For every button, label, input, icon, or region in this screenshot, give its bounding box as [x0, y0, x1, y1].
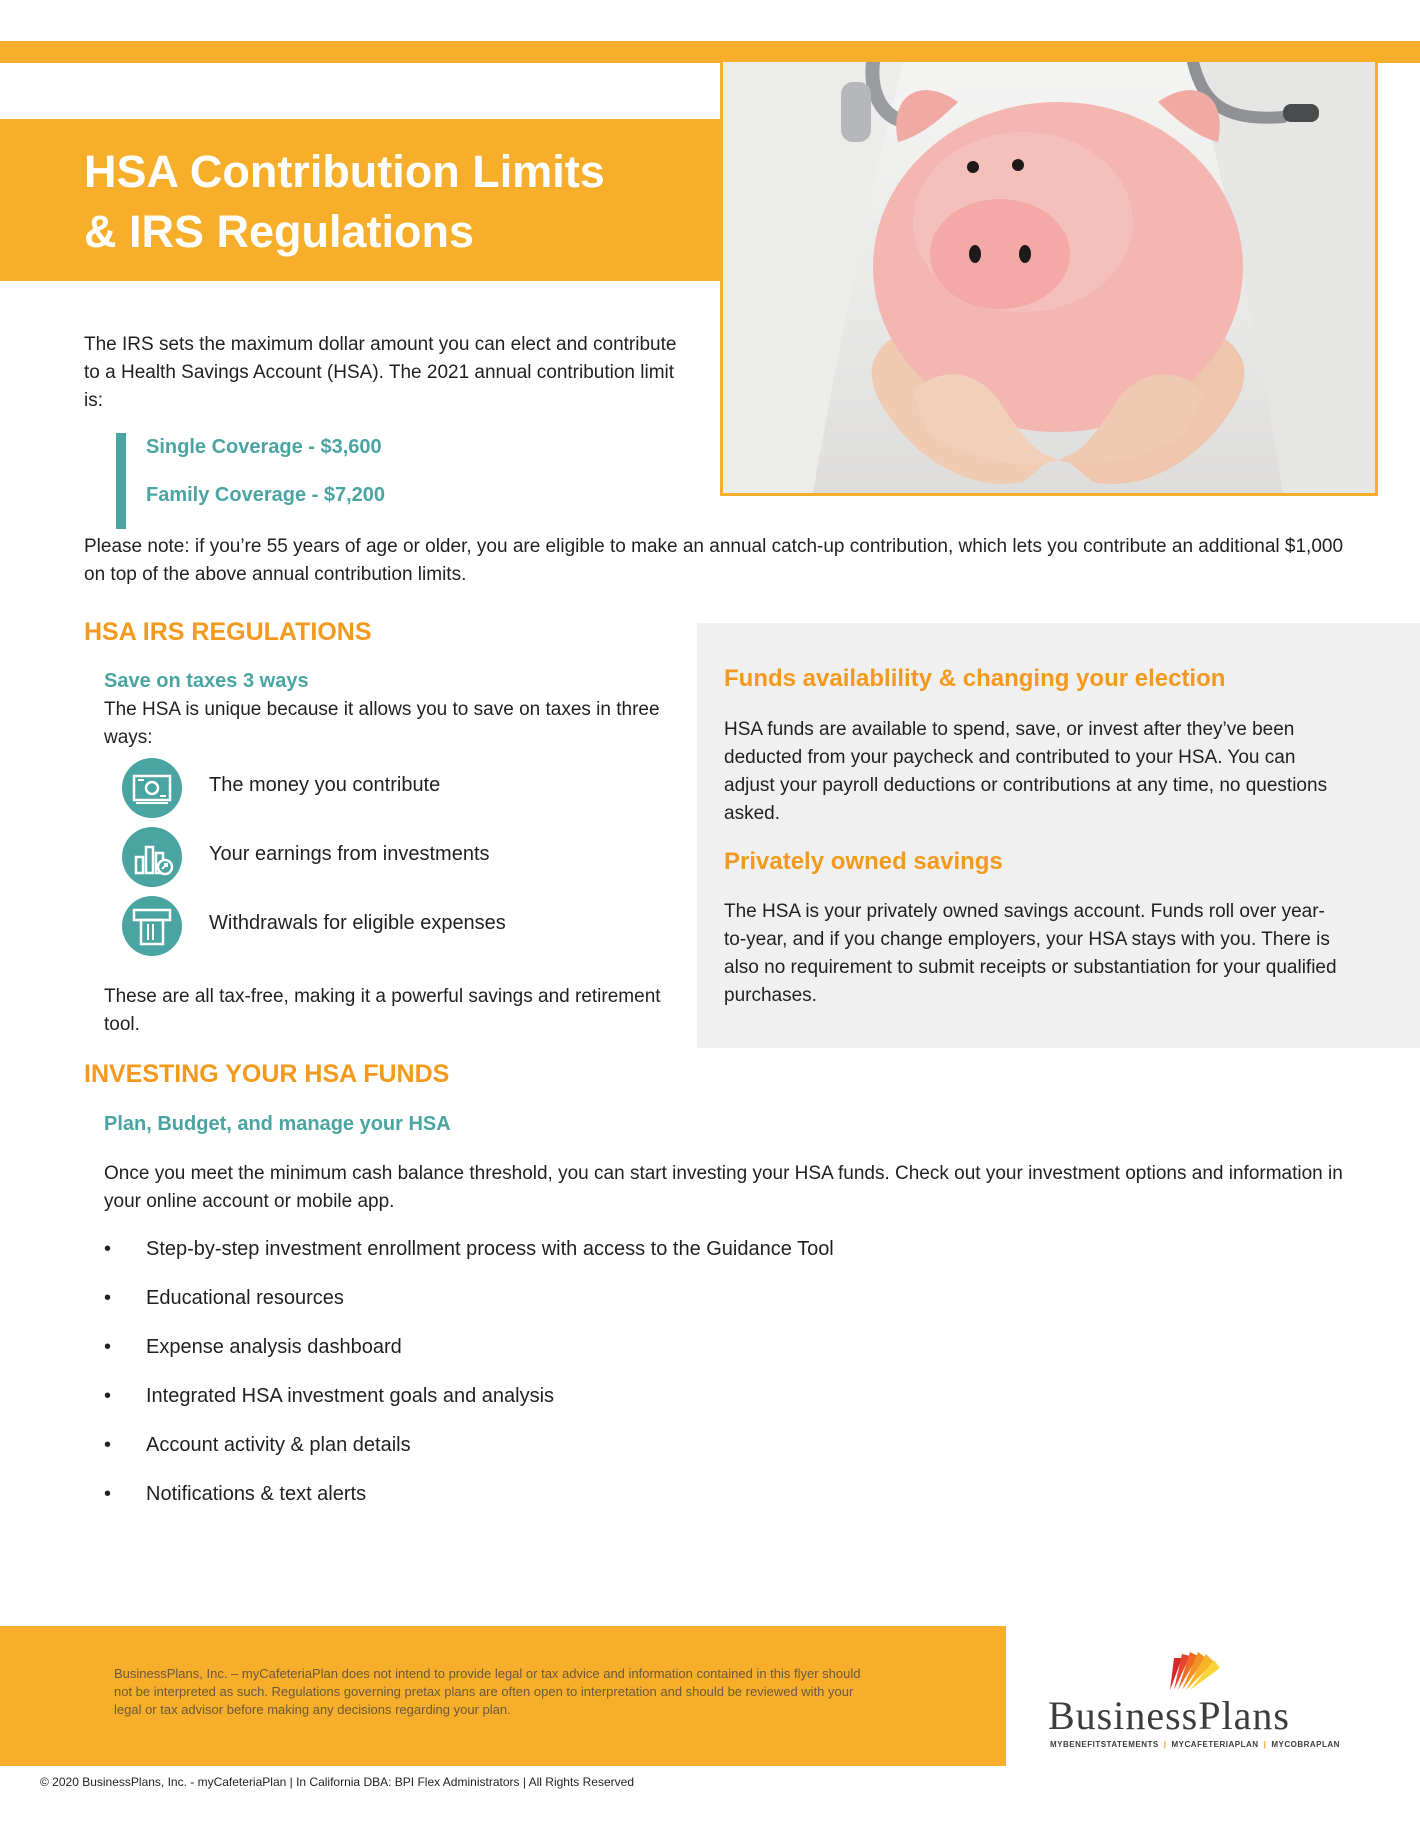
catch-up-note: Please note: if you’re 55 years of age or older, you are eligible to make an annual catch-up contribution, which lets you contribute an additional $1,000 on top of the above annual contribution limits.	[84, 536, 1344, 585]
privately-owned-heading: Privately owned savings	[724, 848, 1003, 875]
save-taxes-text: The HSA is unique because it allows you to save on taxes in three ways:	[104, 699, 660, 748]
tax-benefit-label: Your earnings from investments	[209, 843, 490, 865]
title-line-2: & IRS Regulations	[84, 206, 475, 257]
piggy-bank-photo	[720, 59, 1378, 496]
investing-text: Once you meet the minimum cash balance threshold, you can start investing your HSA funds. Check out your investment options and information in your online account or mobile app.	[104, 1163, 1343, 1212]
piggy-bank-illustration	[723, 62, 1375, 493]
list-item: • Account activity & plan details	[104, 1431, 1104, 1480]
tax-benefit-item	[122, 758, 722, 818]
copyright-line: © 2020 BusinessPlans, Inc. - myCafeteriaPlan | In California DBA: BPI Flex Administrators | All Rights Reserved	[40, 1775, 634, 1789]
intro-paragraph: The IRS sets the maximum dollar amount you can elect and contribute to a Health Savings Account (HSA). The 2021 annual contribution limit is:	[84, 334, 677, 411]
investing-feature-list	[104, 1235, 1104, 1529]
list-item: • Integrated HSA investment goals and analysis	[104, 1382, 1104, 1431]
family-coverage-limit: Family Coverage - $7,200	[146, 484, 386, 506]
businessplans-logo	[1040, 1640, 1370, 1760]
tax-benefit-item	[122, 896, 722, 956]
coverage-accent-bar	[116, 433, 126, 529]
logo-sub-item: MYCOBRAPLAN	[1271, 1740, 1340, 1749]
investing-heading: INVESTING YOUR HSA FUNDS	[84, 1060, 450, 1088]
save-taxes-heading: Save on taxes 3 ways	[104, 670, 309, 692]
list-item: • Notifications & text alerts	[104, 1480, 1104, 1529]
title-line-1: HSA Contribution Limits	[84, 146, 605, 197]
money-icon	[122, 758, 182, 818]
tax-benefit-label: The money you contribute	[209, 774, 441, 796]
legal-disclaimer: BusinessPlans, Inc. – myCafeteriaPlan does not intend to provide legal or tax advice and information contained in this flyer should not be interpreted as such. Regulations governing pretax plans are often open to interpretation and should be reviewed with your legal or tax advisor before making any decisions regarding your plan.	[114, 1666, 861, 1717]
funds-availability-text: HSA funds are available to spend, save, or invest after they’ve been deducted from your paycheck and contributed to your HSA. You can adjust your payroll deductions or contributions at any time, no questions asked.	[724, 719, 1328, 824]
list-item: • Educational resources	[104, 1284, 1104, 1333]
investment-chart-icon	[122, 827, 182, 887]
atm-withdrawal-icon	[122, 896, 182, 956]
privately-owned-text: The HSA is your privately owned savings account. Funds roll over year-to-year, and if you change employers, your HSA stays with you. There is also no requirement to submit receipts or substantiation for your qualified purchases.	[724, 901, 1337, 1006]
funds-availability-heading: Funds availablility & changing your election	[724, 665, 1226, 692]
single-coverage-limit: Single Coverage - $3,600	[146, 436, 382, 458]
list-item: • Step-by-step investment enrollment process with access to the Guidance Tool	[104, 1235, 1104, 1284]
logo-wordmark: BusinessPlans	[1048, 1693, 1290, 1738]
logo-sub-item: MYCAFETERIAPLAN	[1171, 1740, 1259, 1749]
tax-benefit-label: Withdrawals for eligible expenses	[209, 912, 506, 934]
page-title	[84, 142, 714, 262]
tax-benefit-item	[122, 827, 722, 887]
logo-subtitle: MYBENEFITSTATEMENTS | MYCAFETERIAPLAN | MYCOBRAPLAN	[1050, 1740, 1340, 1749]
logo-fan-icon	[1040, 1640, 1370, 1700]
tax-free-summary: These are all tax-free, making it a powerful savings and retirement tool.	[104, 986, 661, 1035]
list-item: • Expense analysis dashboard	[104, 1333, 1104, 1382]
plan-budget-heading: Plan, Budget, and manage your HSA	[104, 1113, 451, 1135]
logo-sub-item: MYBENEFITSTATEMENTS	[1050, 1740, 1159, 1749]
regulations-heading: HSA IRS REGULATIONS	[84, 618, 372, 646]
